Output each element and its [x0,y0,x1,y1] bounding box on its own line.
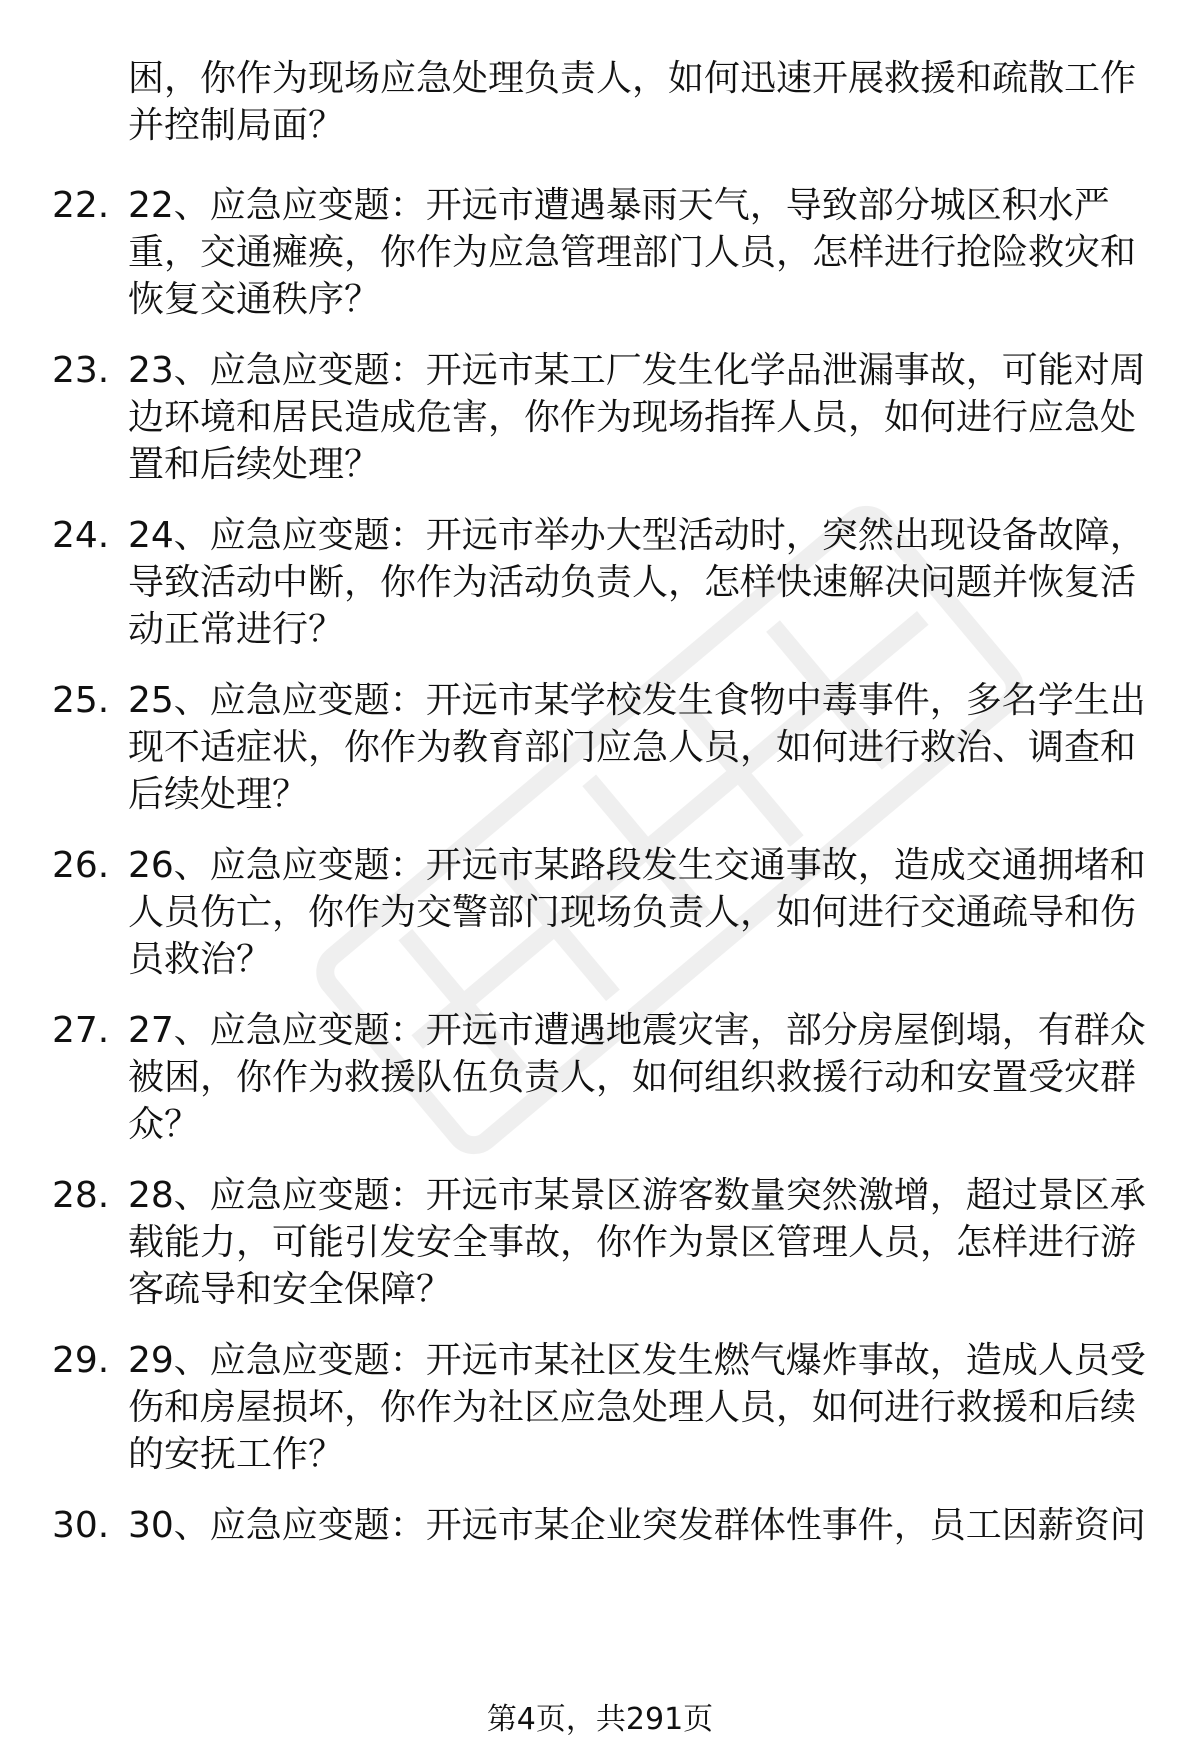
page-footer: 第4页，共291页 [486,1702,714,1737]
item-number: 24. [52,515,110,556]
item-number: 23. [52,350,110,391]
item-number: 22. [52,185,110,226]
item-number: 25. [52,680,110,721]
item-number: 29. [52,1340,110,1381]
item-number: 28. [52,1175,110,1216]
item-number: 26. [52,845,110,886]
item-number: 27. [52,1010,110,1051]
continuation-text: 困，你作为现场应急处理负责人，如何迅速开展救援和疏散工作并控制局面？ [128,58,1137,146]
item-text: 26、应急应变题：开远市某路段发生交通事故，造成交通拥堵和人员伤亡，你作为交警部门现场负责人，如何进行交通疏导和伤员救治？ [128,845,1146,980]
item-text: 23、应急应变题：开远市某工厂发生化学品泄漏事故，可能对周边环境和居民造成危害，你作为现场指挥人员，如何进行应急处置和后续处理？ [128,350,1146,485]
item-text: 22、应急应变题：开远市遭遇暴雨天气，导致部分城区积水严重，交通瘫痪，你作为应急管理部门人员，怎样进行抢险救灾和恢复交通秩序？ [128,185,1137,320]
item-number: 30. [52,1505,110,1546]
item-text: 27、应急应变题：开远市遭遇地震灾害，部分房屋倒塌，有群众被困，你作为救援队伍负责人，如何组织救援行动和安置受灾群众？ [128,1010,1146,1145]
item-text: 25、应急应变题：开远市某学校发生食物中毒事件，多名学生出现不适症状，你作为教育部门应急人员，如何进行救治、调查和后续处理？ [128,680,1146,815]
item-text: 29、应急应变题：开远市某社区发生燃气爆炸事故，造成人员受伤和房屋损坏，你作为社区应急处理人员，如何进行救援和后续的安抚工作？ [128,1340,1146,1475]
item-text: 28、应急应变题：开远市某景区游客数量突然激增，超过景区承载能力，可能引发安全事故，你作为景区管理人员，怎样进行游客疏导和安全保障？ [128,1175,1146,1310]
item-text: 24、应急应变题：开远市举办大型活动时，突然出现设备故障，导致活动中断，你作为活动负责人，怎样快速解决问题并恢复活动正常进行？ [128,515,1146,650]
item-text: 30、应急应变题：开远市某企业突发群体性事件，员工因薪资问 [128,1505,1146,1546]
